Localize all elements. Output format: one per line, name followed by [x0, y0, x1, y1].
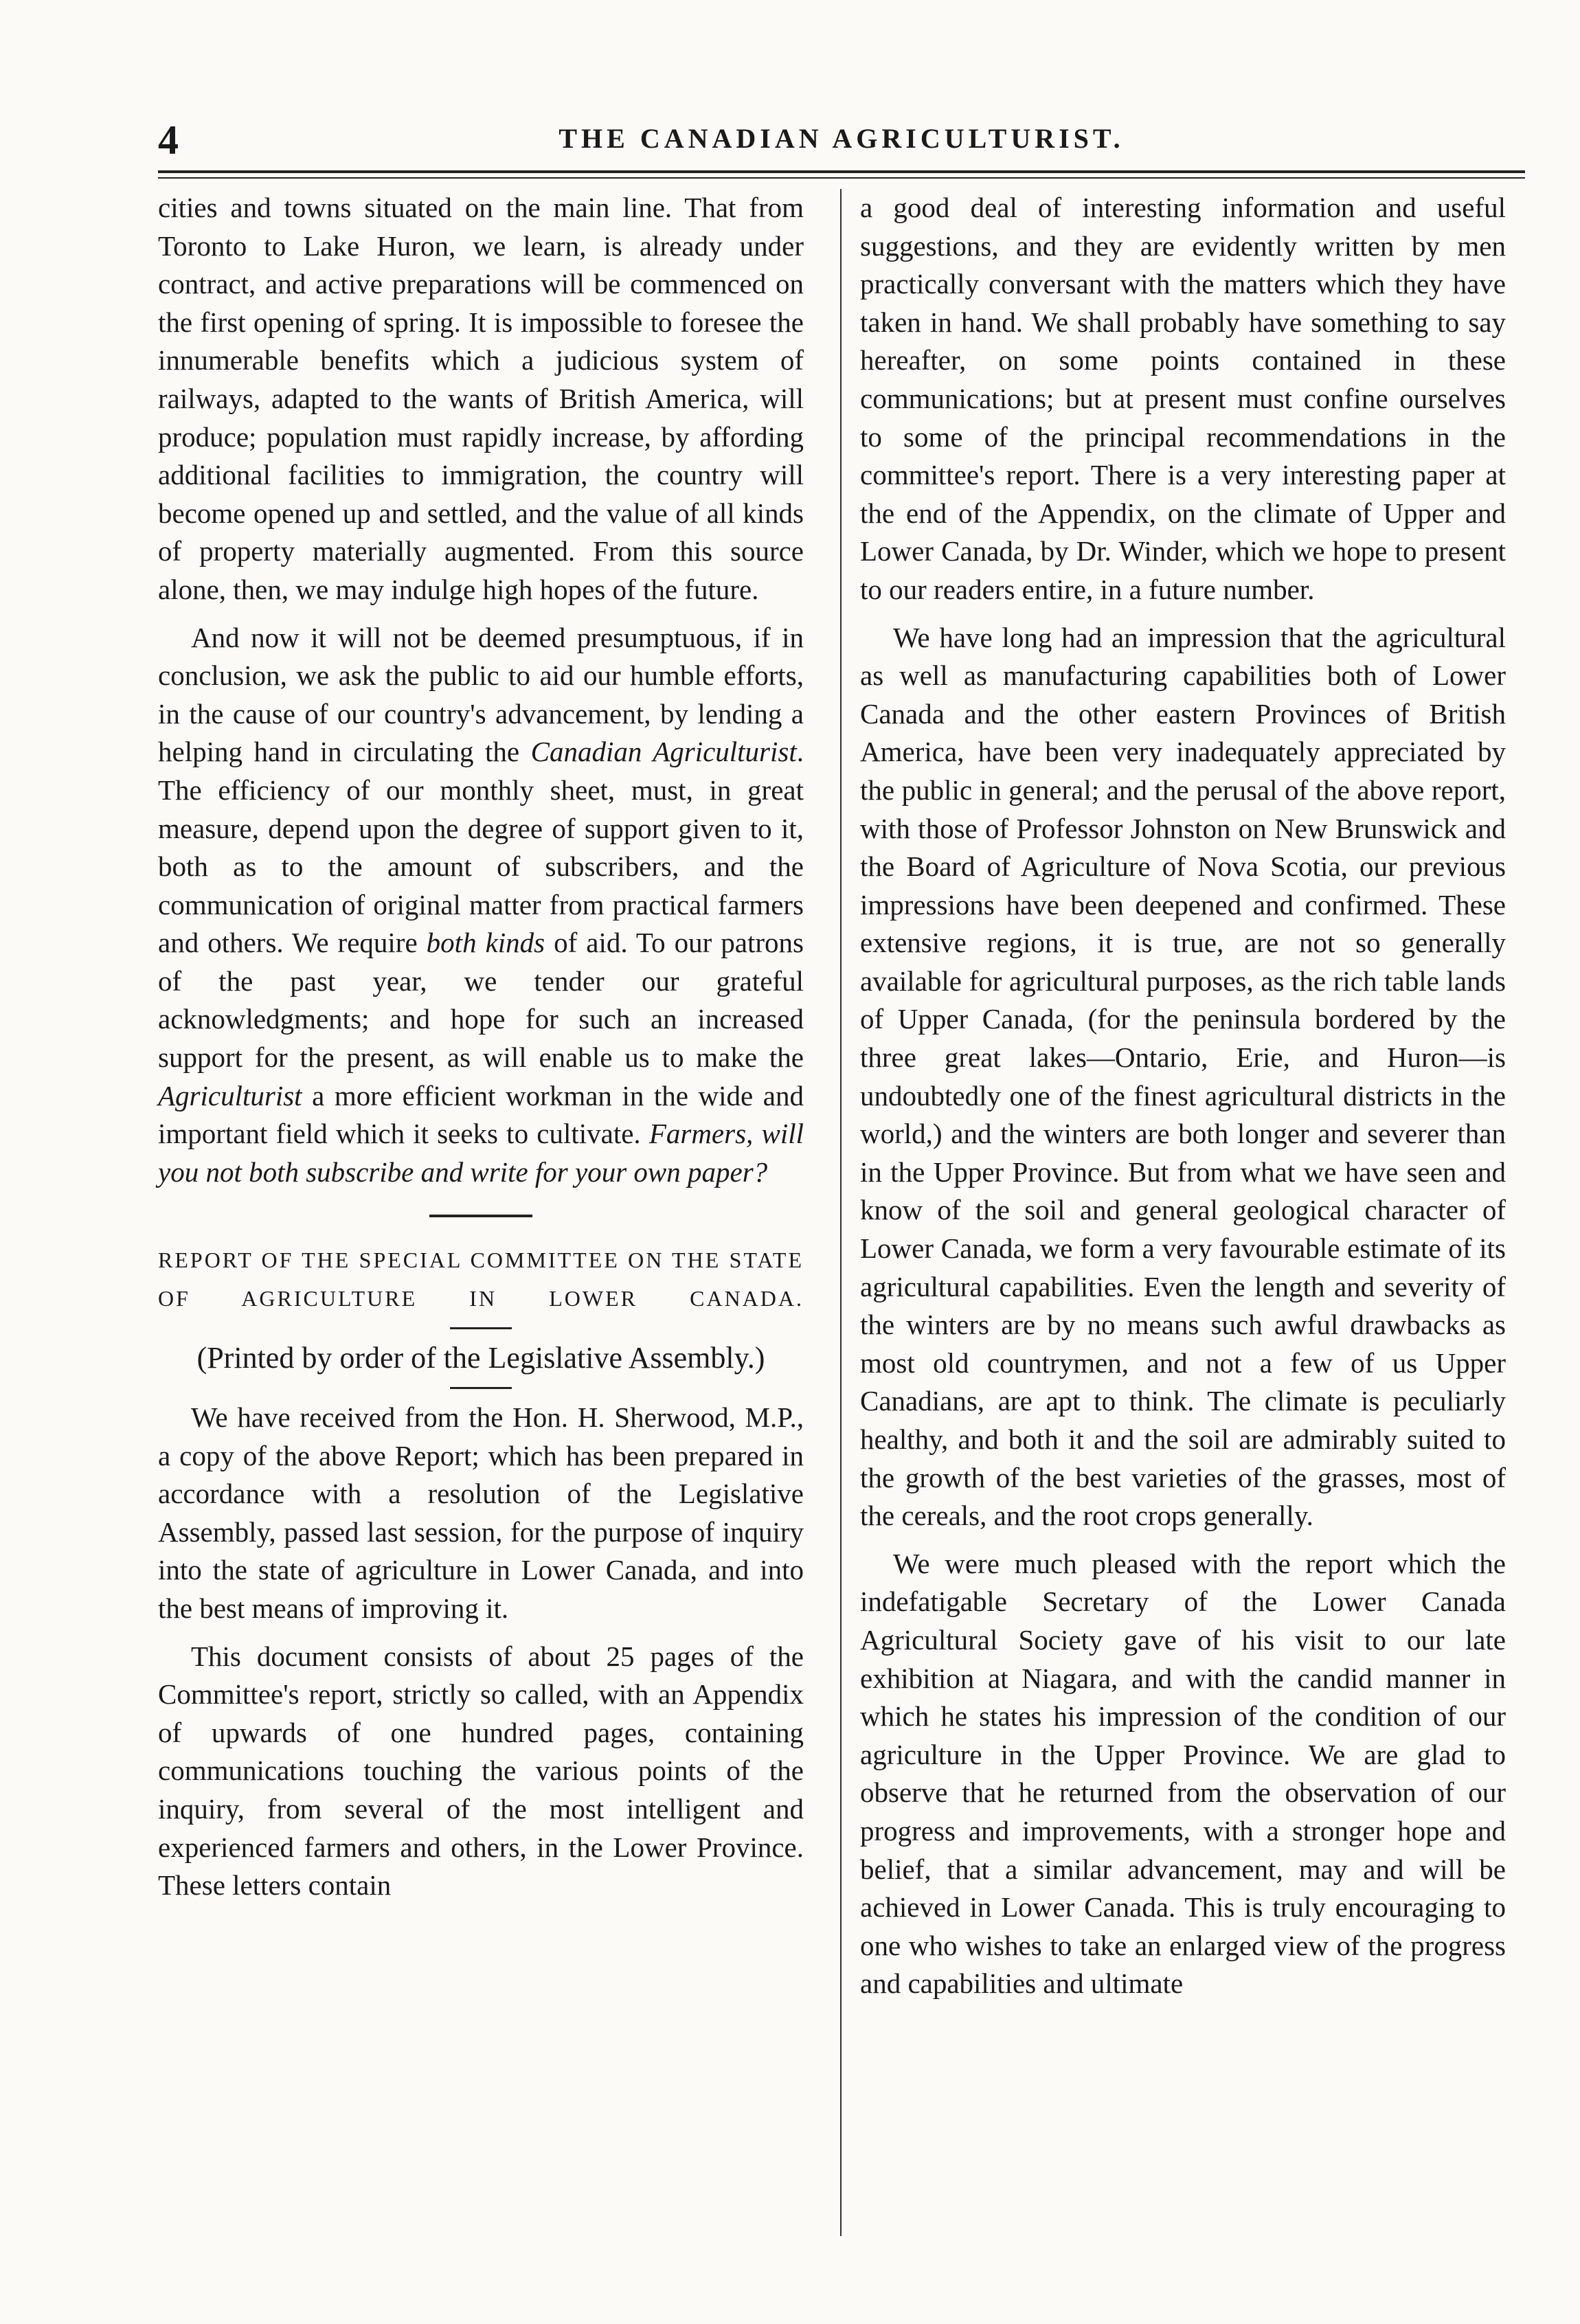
appeal-text-2: . The efficiency of our monthly sheet, must, in great measure, depend upon the degree of support given to it, both as to the amount of subscribers, and the communication of original matter from practical farmers and others. We require [158, 736, 804, 959]
appeal-text-1: And now it will not be deemed presumptuous, if in conclusion, we ask the public to aid our humble efforts, in the cause of our country's advancement, by lending a helping hand in circulating the [158, 621, 804, 768]
appeal-italic-2: both kinds [426, 927, 545, 959]
paragraph-document: This document consists of about 25 pages of the Committee's report, strictly so called, with an Appendix of upwards of one hundred pages, containing communications touching the various points of the inquiry, from several of the most intelligent and experienced farmers and others, in the Lower Province. These letters contain [158, 1640, 804, 1902]
title-divider [450, 1327, 512, 1329]
paragraph-secretary: We were much pleased with the report which the indefatigable Secretary of the Lower Canada Agricultural Society gave of his visit to our late exhibition at Niagara, and with the candid manner in which he states his impression of the condition of our agriculture in the Upper Province. We are glad to observe that he returned from the observation of our progress and improvements, with a stronger hope and belief, that a similar advancement, may and will be achieved in Lower Canada. This is truly encouraging to one who wishes to take an enlarged view of the progress and capabilities and ultimate [860, 1547, 1506, 2000]
report-title: REPORT OF THE SPECIAL COMMITTEE ON THE STATE OF AGRICULTURE IN LOWER CANADA. [158, 1248, 804, 1311]
paragraph-continued: cities and towns situated on the main line. That from Toronto to Lake Huron, we learn, is already under contract, and active preparations will be commenced on the first opening of spring. It is impossible to foresee the innumerable benefits which a judicious system of railways, adapted to the wants of British America, will produce; population must rapidly increase, by affording additional facilities to immigration, the country will become opened up and settled, and the value of all kinds of property materially augmented. From this source alone, then, we may indulge high hopes of the future. [158, 192, 804, 605]
printed-note: (Printed by order of the Legislative Assembly.) [196, 1341, 765, 1375]
appeal-text-3: of aid. To our patrons of the past year, we tender our grateful acknowledgments; and hope for such an increased support for the present, as will enable us to make the [158, 927, 804, 1074]
appeal-italic-3: Agriculturist [158, 1079, 302, 1112]
right-column [860, 189, 1506, 2013]
appeal-text-4: a more efficient workman in the wide and important field which it seeks to cultivate. [158, 1079, 804, 1150]
header-rule [158, 170, 1525, 173]
column-divider [840, 189, 842, 2236]
note-divider [450, 1387, 512, 1389]
section-divider [429, 1215, 532, 1217]
appeal-italic-1: Canadian Agriculturist [530, 736, 797, 768]
left-column [158, 189, 804, 1915]
page-number: 4 [158, 117, 179, 163]
paragraph-appeal [158, 619, 804, 1192]
paragraph-impression: We have long had an impression that the agricultural as well as manufacturing capabilities both of Lower Canada and the other eastern Provinces of British America, have been very inadequately appreciated by the public in general; and the perusal of the above report, with those of Professor Johnston on New Brunswick and the Board of Agriculture of Nova Scotia, our previous impressions have been deepened and confirmed. These extensive regions, it is true, are not so generally available for agricultural purposes, as the rich table lands of Upper Canada, (for the peninsula bordered by the three great lakes—Ontario, Erie, and Huron—is undoubtedly one of the finest agricultural districts in the world,) and the winters are both longer and severer than in the Upper Province. But from what we have seen and know of the soil and general geological character of Lower Canada, we form a very favourable estimate of its agricultural capabilities. Even the length and severity of the winters are by no means such awful drawbacks as most old countrymen, and not a few of us Upper Canadians, are apt to think. The climate is peculiarly healthy, and both it and the soil are admirably suited to the growth of the best varieties of the grasses, most of the cereals, and the root crops generally. [860, 621, 1506, 1532]
paragraph-continued-right: a good deal of interesting information and useful suggestions, and they are evidently written by men practically conversant with the matters which they have taken in hand. We shall probably have something to say hereafter, on some points contained in these communications; but at present must confine ourselves to some of the principal recommendations in the committee's report. There is a very interesting paper at the end of the Appendix, on the climate of Upper and Lower Canada, by Dr. Winder, which we hope to present to our readers entire, in a future number. [860, 192, 1506, 605]
header-rule-thin [158, 177, 1525, 179]
paragraph-received: We have received from the Hon. H. Sherwood, M.P., a copy of the above Report; which has been prepared in accordance with a resolution of the Legislative Assembly, passed last session, for the purpose of inquiry into the state of agriculture in Lower Canada, and into the best means of improving it. [158, 1401, 804, 1624]
running-title: THE CANADIAN AGRICULTURIST. [558, 123, 1125, 154]
appeal-italic-4: Farmers, will you not both subscribe and write for your own paper? [158, 1118, 804, 1188]
page-header [158, 117, 1525, 165]
